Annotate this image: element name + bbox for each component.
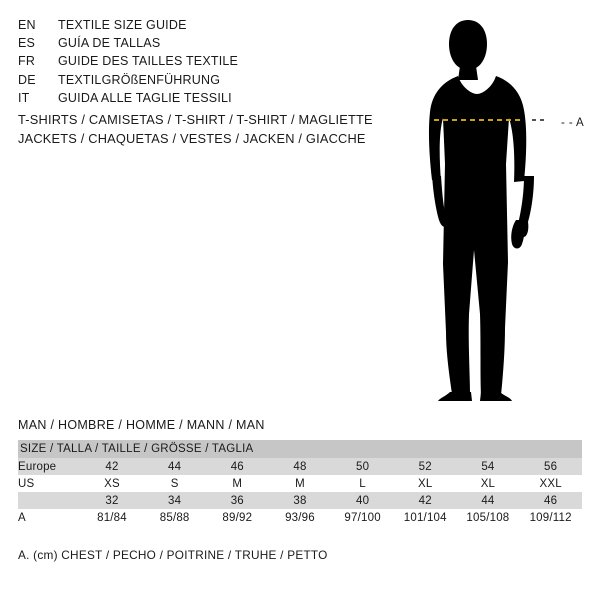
row-label: A — [18, 509, 81, 526]
table-row — [18, 509, 582, 526]
language-code: IT — [18, 90, 30, 105]
language-code: ES — [18, 36, 36, 51]
category-jackets: JACKETS / CHAQUETAS / VESTES / JACKEN / GIACCHE — [18, 131, 366, 146]
section-title-man: MAN / HOMBRE / HOMME / MANN / MAN — [18, 418, 265, 432]
cell: 32 — [81, 492, 144, 509]
cell: 85/88 — [143, 509, 206, 526]
table-header-row — [18, 440, 582, 458]
language-code: FR — [18, 54, 36, 69]
language-code: EN — [18, 18, 36, 32]
language-row — [18, 71, 378, 89]
cell: 93/96 — [269, 509, 332, 526]
language-text: TEXTILE SIZE GUIDE — [58, 18, 187, 32]
silhouette-svg — [408, 14, 593, 404]
language-row — [18, 16, 378, 34]
language-text: GUIDA ALLE TAGLIE TESSILI — [58, 90, 232, 105]
cell: XL — [457, 475, 520, 492]
table-row — [18, 492, 582, 509]
language-row — [18, 34, 378, 52]
cell: 50 — [331, 458, 394, 475]
category-tshirts: T-SHIRTS / CAMISETAS / T-SHIRT / T-SHIRT / MAGLIETTE — [18, 112, 373, 127]
language-row — [18, 89, 378, 107]
cell: 81/84 — [81, 509, 144, 526]
footnote-chest-measure: A. (cm) CHEST / PECHO / POITRINE / TRUHE / PETTO — [18, 548, 328, 562]
row-label: US — [18, 475, 81, 492]
cell: L — [331, 475, 394, 492]
cell: 48 — [269, 458, 332, 475]
cell: 36 — [206, 492, 269, 509]
cell: 38 — [269, 492, 332, 509]
row-label — [18, 492, 81, 509]
language-text: TEXTILGRÖßENFÜHRUNG — [58, 72, 221, 87]
cell: 34 — [143, 492, 206, 509]
cell: 52 — [394, 458, 457, 475]
cell: 42 — [81, 458, 144, 475]
language-list — [18, 16, 378, 107]
measure-label-a: - - A — [561, 117, 585, 129]
cell: 109/112 — [519, 509, 582, 526]
table-row — [18, 458, 582, 475]
size-table — [18, 440, 582, 526]
cell: 97/100 — [331, 509, 394, 526]
cell: XXL — [519, 475, 582, 492]
cell: M — [206, 475, 269, 492]
category-list — [18, 110, 418, 148]
language-code: DE — [18, 72, 36, 87]
cell: 101/104 — [394, 509, 457, 526]
language-row — [18, 52, 378, 70]
cell: S — [143, 475, 206, 492]
size-table-wrapper — [18, 440, 582, 526]
language-text: GUIDE DES TAILLES TEXTILE — [58, 54, 239, 69]
language-text: GUÍA DE TALLAS — [58, 36, 161, 51]
cell: 89/92 — [206, 509, 269, 526]
cell: 54 — [457, 458, 520, 475]
cell: M — [269, 475, 332, 492]
cell: 42 — [394, 492, 457, 509]
table-header-label: SIZE / TALLA / TAILLE / GRÖSSE / TAGLIA — [20, 443, 254, 455]
cell: 46 — [519, 492, 582, 509]
cell: XS — [81, 475, 144, 492]
cell: 44 — [457, 492, 520, 509]
cell: XL — [394, 475, 457, 492]
row-label: Europe — [18, 458, 81, 475]
cell: 40 — [331, 492, 394, 509]
male-silhouette-figure — [408, 14, 593, 404]
cell: 44 — [143, 458, 206, 475]
table-row — [18, 475, 582, 492]
cell: 56 — [519, 458, 582, 475]
cell: 105/108 — [457, 509, 520, 526]
cell: 46 — [206, 458, 269, 475]
